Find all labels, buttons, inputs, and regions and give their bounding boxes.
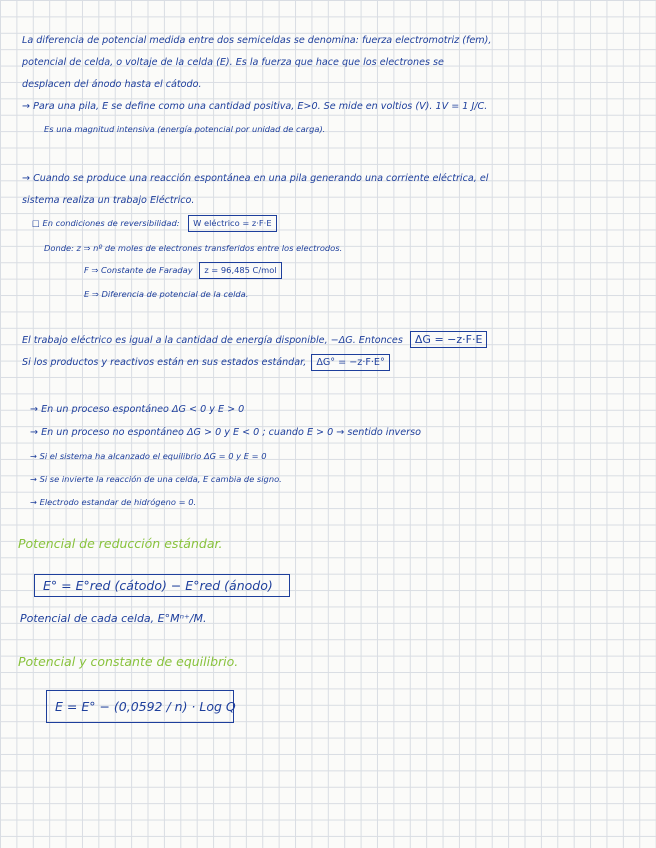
bullet-inverse: → Si se invierte la reacción de una celda, E cambia de signo. xyxy=(30,474,282,484)
reduction-formula-box: E° = E°red (cátodo) − E°red (ánodo) xyxy=(34,574,290,597)
equilibrium-formula-box: E = E° − (0,0592 / n) · Log Q xyxy=(46,690,234,723)
reversibility-row xyxy=(32,214,642,232)
gibbs-formula-2: ΔG° = −z·F·E° xyxy=(311,354,389,371)
intro-line-3: desplacen del ánodo hasta el cátodo. xyxy=(22,79,202,90)
bullet-hydrogen: → Electrodo estandar de hidrógeno = 0. xyxy=(30,497,197,507)
gibbs-formula-1: ΔG = −z·F·E xyxy=(410,331,488,348)
gibbs-text-2: Si los productos y reactivos están en sus estados estándar, xyxy=(22,357,307,368)
gibbs-line-2 xyxy=(22,354,642,372)
bullet-spontaneous: → En un proceso espontáneo ΔG < 0 y E > 0 xyxy=(30,404,245,415)
intro-line-2: potencial de celda, o voltaje de la celda (E). Es la fuerza que hace que los electrones se xyxy=(22,57,444,68)
reversibility-label: □ En condiciones de reversibilidad: xyxy=(32,218,180,228)
intro-line-5: Es una magnitud intensiva (energía potencial por unidad de carga). xyxy=(44,124,326,134)
intro-line-4: → Para una pila, E se define como una cantidad positiva, E>0. Se mide en voltios (V). 1V = 1 J/C. xyxy=(22,101,488,112)
faraday-label: F ⇒ Constante de Faraday xyxy=(84,265,193,275)
work-line-2: sistema realiza un trabajo Eléctrico. xyxy=(22,195,195,206)
work-line-1: → Cuando se produce una reacción espontánea en una pila generando una corriente eléctrica, el xyxy=(22,173,489,184)
bullet-non-spontaneous: → En un proceso no espontáneo ΔG > 0 y E < 0 ; cuando E > 0 → sentido inverso xyxy=(30,427,421,438)
faraday-value: z = 96,485 C/mol xyxy=(199,262,281,279)
gibbs-text-1: El trabajo eléctrico es igual a la cantidad de energía disponible, −ΔG. Entonces xyxy=(22,335,403,346)
potential-definition: E ⇒ Diferencia de potencial de la celda. xyxy=(84,289,249,299)
gibbs-line-1 xyxy=(22,331,642,350)
faraday-row xyxy=(84,261,642,279)
donde-line: Donde: z ⇒ nº de moles de electrones transferidos entre los electrodos. xyxy=(44,243,343,253)
cell-potential-line: Potencial de cada celda, E°Mⁿ⁺/M. xyxy=(20,612,207,625)
reversibility-formula: W eléctrico = z·F·E xyxy=(188,215,276,232)
equilibrium-heading: Potencial y constante de equilibrio. xyxy=(18,654,239,669)
intro-line-1: La diferencia de potencial medida entre dos semiceldas se denomina: fuerza electromotriz (fem), xyxy=(22,35,492,46)
reduction-heading: Potencial de reducción estándar. xyxy=(18,536,223,551)
bullet-equilibrium: → Si el sistema ha alcanzado el equilibrio ΔG = 0 y E = 0 xyxy=(30,451,267,461)
